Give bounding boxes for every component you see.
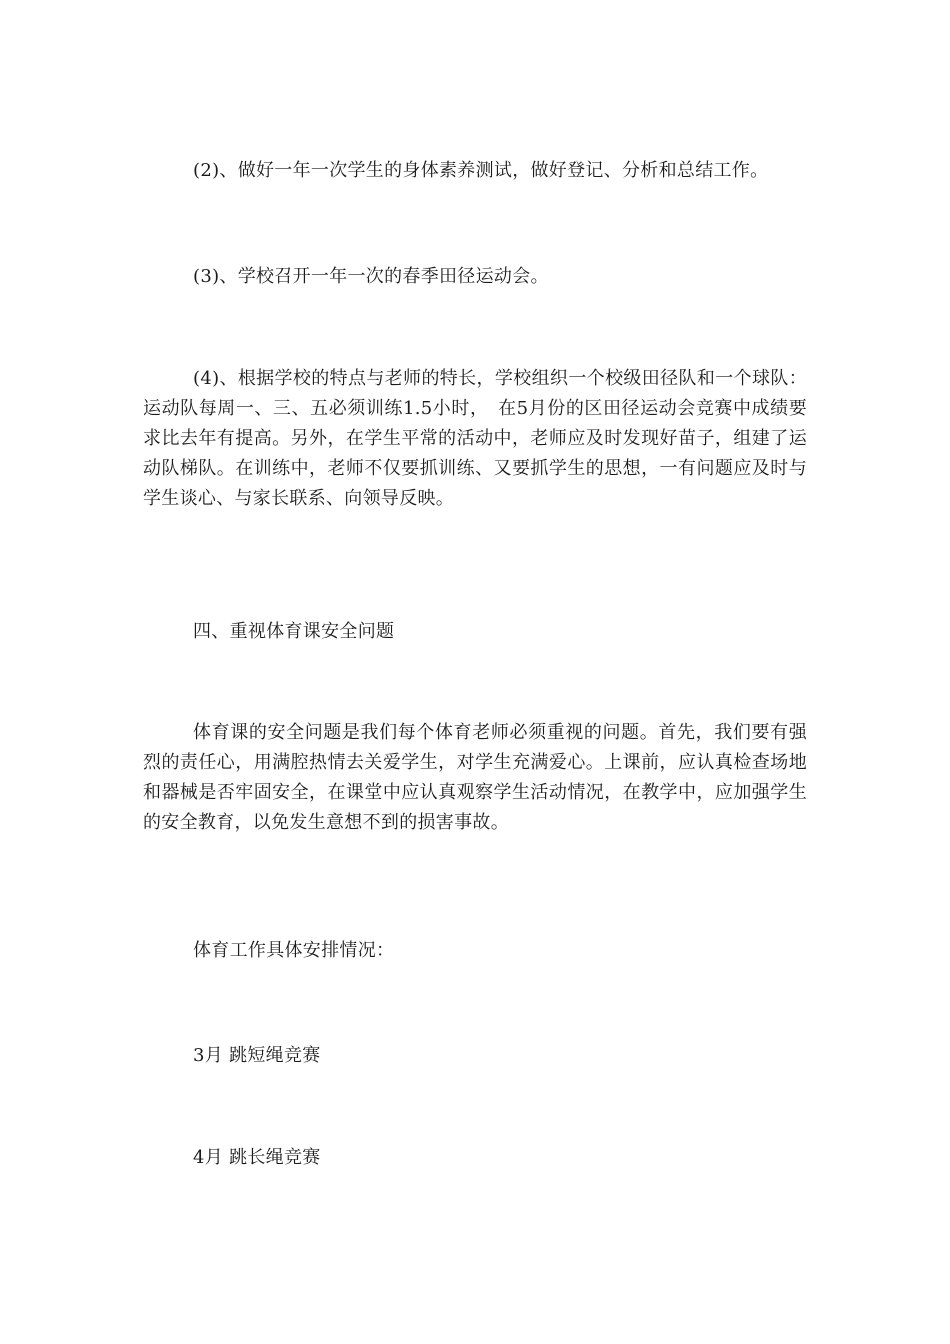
schedule-item-march: 3月 跳短绳竞赛	[193, 1045, 321, 1066]
schedule-heading: 体育工作具体安排情况：	[193, 940, 395, 961]
paragraph-physical-fitness-test: (2)、做好一年一次学生的身体素养测试，做好登记、分析和总结工作。	[193, 160, 769, 181]
section-heading-safety: 四、重视体育课安全问题	[193, 621, 395, 642]
paragraph-spring-sports-meet: (3)、学校召开一年一次的春季田径运动会。	[193, 266, 549, 287]
paragraph-school-teams: (4)、根据学校的特点与老师的特长，学校组织一个校级田径队和一个球队：运动队每周一、三、五必须训练1.5小时， 在5月份的区田径运动会竞赛中成绩要求比去年有提高。另外，在学生平常的活动中，老师应及时发现好苗子，组建了运动队梯队。在训练中，老师不仅要抓训练、又要抓学生的思想，一有问题应及时与学生谈心、与家长联系、向领导反映。	[143, 368, 807, 509]
paragraph-safety-issues: 体育课的安全问题是我们每个体育老师必须重视的问题。首先，我们要有强烈的责任心，用满腔热情去关爱学生，对学生充满爱心。上课前，应认真检查场地和器械是否牢固安全，在课堂中应认真观察学生活动情况，在教学中，应加强学生的安全教育，以免发生意想不到的损害事故。	[143, 722, 807, 833]
schedule-item-april: 4月 跳长绳竞赛	[193, 1147, 321, 1168]
